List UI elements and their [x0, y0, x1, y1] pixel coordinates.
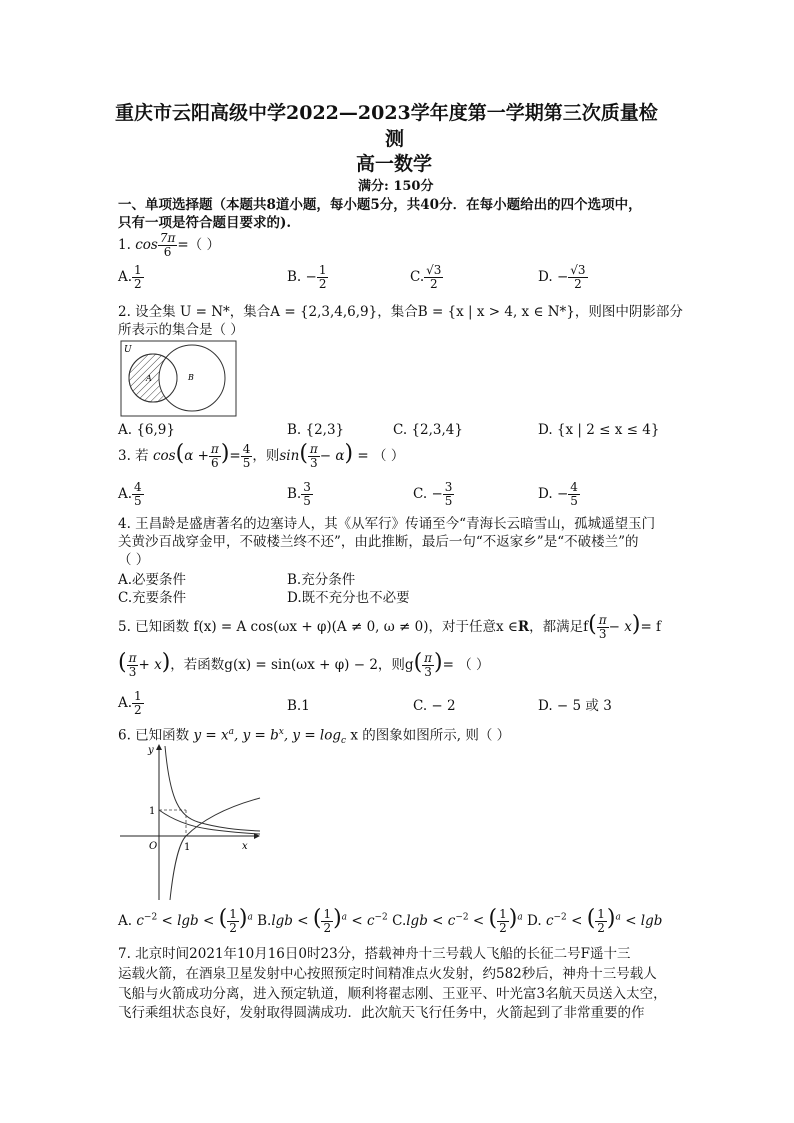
question-7-line2: 运载火箭，在酒泉卫星发射中心按照预定时间精准点火发射，约582秒后，神舟十三号载人	[118, 966, 657, 982]
y-one-label: 1	[149, 806, 156, 817]
x-axis-label: x	[242, 841, 248, 852]
curve-power	[165, 746, 260, 831]
question-2-cont: 所表示的集合是（ ）	[118, 322, 244, 338]
q1-option-b[interactable]: B. − $\frac{1}{2}$	[287, 263, 327, 291]
question-1: 1. cos $\frac{7\pi}{6}$ =（ ）	[118, 231, 220, 259]
question-2: 2. 设全集 U = N*，集合A = {2,3,4,6,9}，集合B = {x | x > 4, x ∈ N*}，则图中阴影部分	[118, 304, 683, 320]
venn-label-u: U	[124, 345, 132, 355]
question-4: 4. 王昌龄是盛唐著名的边塞诗人，其《从军行》传诵至今“青海长云暗雪山，孤城遥望玉门	[118, 516, 656, 532]
q4-option-a[interactable]: A.必要条件	[118, 572, 187, 588]
full-score: 满分: 150分	[358, 179, 434, 194]
q6-option-c[interactable]: $C.\lg b < c^{-2}$ < ( $\frac{1}{2}$ )$^a$	[392, 906, 523, 935]
q5-option-b[interactable]: B.1	[287, 698, 310, 714]
section-heading-cont: 只有一项是符合题目要求的).	[118, 215, 292, 231]
question-4-cont: 关黄沙百战穿金甲，不破楼兰终不还”，由此推断，最后一句“不返家乡”是“不破楼兰”的	[118, 534, 639, 550]
question-4-paren: （ ）	[118, 552, 150, 568]
page-title: 重庆市云阳高级中学2022—2023学年度第一学期第三次质量检	[115, 102, 658, 124]
q3-option-c[interactable]: C. − $\frac{3}{5}$	[413, 480, 453, 508]
q3-option-b[interactable]: B. $\frac{3}{5}$	[287, 480, 311, 508]
q1-option-c[interactable]: C. $\frac{√3}{2}$	[410, 263, 442, 291]
venn-diagram	[120, 340, 238, 418]
q3-option-d[interactable]: D. − $\frac{4}{5}$	[538, 480, 578, 508]
y-axis-label: y	[148, 745, 154, 756]
q1-option-a[interactable]: A. $\frac{1}{2}$	[118, 263, 142, 291]
page-title-cont: 测	[385, 128, 405, 150]
question-7-line4: 飞行乘组状态良好，发射取得圆满成功．此次航天飞行任务中，火箭起到了非常重要的作	[118, 1005, 645, 1021]
q4-option-c[interactable]: C.充要条件	[118, 590, 187, 606]
q2-option-b[interactable]: B. {2,3}	[287, 422, 345, 438]
venn-label-a: A	[146, 374, 152, 383]
origin-label: O	[149, 841, 158, 852]
q2-option-d[interactable]: D. {x | 2 ≤ x ≤ 4}	[538, 422, 660, 438]
question-7: 7. 北京时间2021年10月16日0时23分，搭载神舟十三号载人飞船的长征二号F遥十三	[118, 946, 631, 962]
question-3: 3. 若 cos(α + $\frac{\pi}{6}$ )= $\frac{4}{5}$ ，则sin( $\frac{\pi}{3}$ − α) = （ ）	[118, 441, 405, 470]
q6-option-a[interactable]: A. $c^{-2} < \lg b$ < ( $\frac{1}{2}$ )$^a$	[118, 906, 253, 935]
q4-option-b[interactable]: B.充分条件	[287, 572, 356, 588]
q6-option-b[interactable]: B.lgb < ( $\frac{1}{2}$ )$^a < c^{-2}$	[257, 906, 388, 935]
q6-option-d[interactable]: D. $c^{-2}$ < ( $\frac{1}{2}$ )$^a$ < lgb	[527, 906, 663, 935]
q5-option-c[interactable]: C. − 2	[413, 698, 456, 714]
q5-option-d[interactable]: D. − 5 或 3	[538, 698, 612, 714]
venn-label-b: B	[188, 373, 194, 382]
q6-options	[118, 908, 662, 935]
q2-option-a[interactable]: A. {6,9}	[118, 422, 175, 438]
q5-option-a[interactable]: A. $\frac{1}{2}$	[118, 689, 142, 717]
q2-option-c[interactable]: C. {2,3,4}	[393, 422, 463, 438]
q1-option-d[interactable]: D. − $\frac{√3}{2}$	[538, 263, 586, 291]
q3-option-a[interactable]: A. $\frac{4}{5}$	[118, 480, 142, 508]
question-5-cont: ( $\frac{\pi}{3}$ + x)，若函数g(x) = sin(ωx + φ) − 2，则g( $\frac{\pi}{3}$ )= （ ）	[118, 650, 490, 679]
section-heading: 一、单项选择题（本题共8道小题，每小题5分，共40分．在每小题给出的四个选项中，	[118, 197, 642, 213]
page-subtitle: 高一数学	[356, 153, 433, 175]
q4-option-d[interactable]: D.既不充分也不必要	[287, 590, 410, 606]
x-one-label: 1	[184, 842, 191, 853]
question-5: 5. 已知函数 f(x) = A cos(ωx + φ)(A ≠ 0, ω ≠ 0)，对于任意x ∈R，都满足f( $\frac{\pi}{3}$ − x)= f	[118, 612, 662, 641]
question-7-line3: 飞船与火箭成功分离，进入预定轨道，顺利将翟志刚、王亚平、叶光富3名航天员送入太空，	[118, 986, 667, 1002]
question-6: 6. 已知函数 $y = x^a$, $y = b^x$, $y = \log_c x$ 的图象如图所示, 则（ ）	[118, 727, 511, 747]
function-graph	[118, 742, 264, 902]
